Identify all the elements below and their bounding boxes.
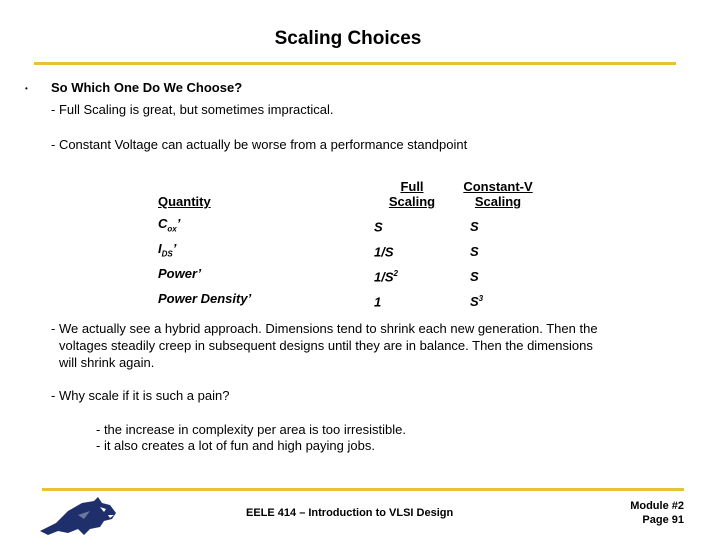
paragraph-hybrid-line2: voltages steadily creep in subsequent designs until they are in balance. Then the dimensions xyxy=(59,338,593,353)
table-row xyxy=(154,284,546,309)
cv-sup: 3 xyxy=(478,293,484,303)
scaling-table xyxy=(154,173,546,309)
paragraph-hybrid xyxy=(51,320,671,371)
footer-course: EELE 414 – Introduction to VLSI Design xyxy=(246,507,454,519)
full-main: 1 xyxy=(374,294,382,309)
cv-main: S xyxy=(470,294,479,309)
qty-main: C xyxy=(158,216,168,232)
header-cv-line1: Constant-V xyxy=(463,179,533,194)
cv-main: S xyxy=(470,219,479,234)
qty-main: Power Density’ xyxy=(158,291,252,307)
qty-main: I xyxy=(158,241,162,257)
full-main: S xyxy=(374,219,383,234)
cell-full xyxy=(374,234,450,259)
header-full-line2: Scaling xyxy=(388,194,436,209)
table-row xyxy=(154,234,546,259)
qty-prime: ’ xyxy=(172,241,177,257)
cell-cv xyxy=(450,259,546,284)
qty-sub: DS xyxy=(161,250,173,259)
footer-module-page xyxy=(608,499,684,527)
footer-module: Module #2 xyxy=(630,500,684,512)
cell-full xyxy=(374,284,450,309)
table-header-row xyxy=(154,173,546,209)
top-divider xyxy=(34,62,676,65)
full-main: 1/S xyxy=(374,269,394,284)
bullet-heading: So Which One Do We Choose? xyxy=(51,80,243,95)
bullet-marker: • xyxy=(25,84,28,93)
header-constant-v-scaling xyxy=(450,173,546,209)
cv-main: S xyxy=(470,244,479,259)
text-full-scaling: - Full Scaling is great, but sometimes impractical. xyxy=(51,102,334,117)
subpoint-complexity: - the increase in complexity per area is too irresistible. xyxy=(96,422,406,437)
paragraph-hybrid-line1: - We actually see a hybrid approach. Dimensions tend to shrink each new generation. Then the xyxy=(51,321,598,336)
slide-title: Scaling Choices xyxy=(274,28,422,49)
qty-sub: ox xyxy=(167,225,177,234)
bobcat-logo-icon xyxy=(38,495,118,537)
cv-main: S xyxy=(470,269,479,284)
full-sup: 2 xyxy=(393,268,398,278)
cell-quantity xyxy=(154,209,374,234)
cell-full xyxy=(374,209,450,234)
header-cv-line2: Scaling xyxy=(474,194,522,209)
cell-full xyxy=(374,259,450,284)
footer-page: Page 91 xyxy=(642,514,684,526)
cell-cv xyxy=(450,234,546,259)
paragraph-hybrid-line3: will shrink again. xyxy=(59,355,155,370)
subpoint-jobs: - it also creates a lot of fun and high paying jobs. xyxy=(96,438,375,453)
bottom-divider xyxy=(42,488,684,491)
cell-cv xyxy=(450,284,546,309)
header-quantity: Quantity xyxy=(158,194,211,209)
header-full-line1: Full xyxy=(400,179,424,194)
table-row xyxy=(154,259,546,284)
text-constant-voltage: - Constant Voltage can actually be worse from a performance standpoint xyxy=(51,137,468,152)
table-row xyxy=(154,209,546,234)
qty-prime: ’ xyxy=(176,216,181,232)
cell-quantity xyxy=(154,284,374,309)
cell-quantity xyxy=(154,234,374,259)
cell-quantity xyxy=(154,259,374,284)
header-full-scaling xyxy=(374,173,450,209)
qty-main: Power’ xyxy=(158,266,202,282)
cell-cv xyxy=(450,209,546,234)
text-why-scale: - Why scale if it is such a pain? xyxy=(51,388,230,403)
full-main: 1/S xyxy=(374,244,394,259)
